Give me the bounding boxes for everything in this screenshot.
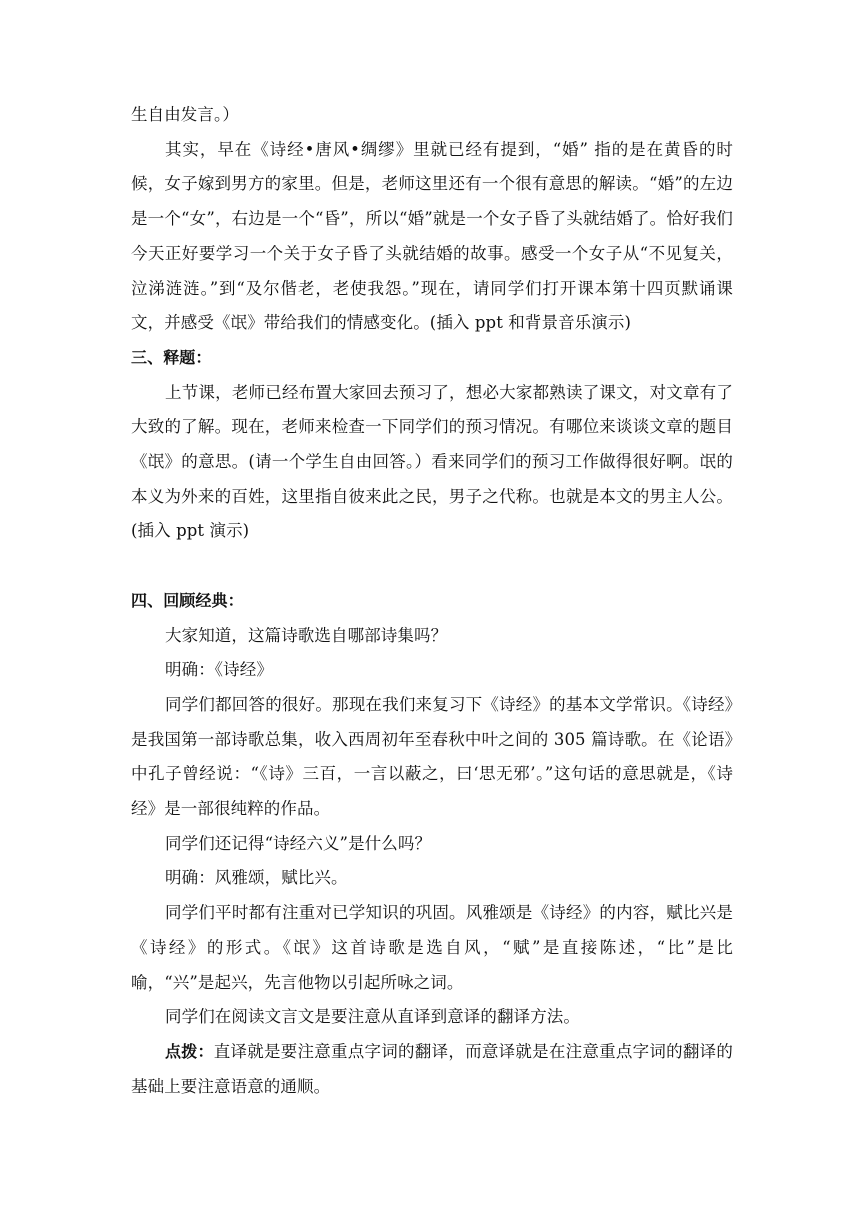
paragraph-title-explain: 上节课，老师已经布置大家回去预习了，想必大家都熟读了课文，对文章有了大致的了解。现在，老师来检查一下同学们的预习情况。有哪位来谈谈文章的题目《氓》的意思。(请一个学生自由回答。）看来同学们的预习工作做得很好啊。氓的本义为外来的百姓，这里指自彼来此之民，男子之代称。也就是本文的男主人公。(插入 ppt 演示) (131, 382, 733, 541)
answer-2: 明确：风雅颂，赋比兴。 (165, 868, 348, 888)
blank-line (131, 549, 733, 584)
paragraph-tip (131, 1035, 733, 1104)
paragraph-marriage: 其实，早在《诗经•唐风•绸缪》里就已经有提到，“婚” 指的是在黄昏的时候，女子嫁到男方的家里。但是，老师这里还有一个很有意思的解读。“婚”的左边是一个“女”，右边是一个“昏”，所以“婚”就是一个女子昏了头就结婚了。恰好我们今天正好要学习一个关于女子昏了头就结婚的故事。感受一个女子从“不见复关，泣涕涟涟。”到“及尔偕老，老使我怨。”现在，请同学们打开课本第十四页默诵课文，并感受《氓》带给我们的情感变化。(插入 ppt 和背景音乐演示) (131, 139, 733, 333)
question-2: 同学们还记得“诗经六义”是什么吗？ (165, 833, 432, 853)
section-heading-4: 四、回顾经典： (131, 590, 244, 610)
tip-text: 直译就是要注意重点字词的翻译，而意译就是在注意重点字词的翻译的基础上要注意语意的通顺。 (131, 1041, 733, 1096)
paragraph-translate: 同学们在阅读文言文是要注意从直译到意译的翻译方法。 (165, 1007, 580, 1027)
section-heading-3: 三、释题： (131, 347, 212, 367)
paragraph-liuyi: 同学们平时都有注重对已学知识的巩固。风雅颂是《诗经》的内容，赋比兴是《诗经》的形式。《氓》这首诗歌是选自风，“赋”是直接陈述，“比”是比喻，“兴”是起兴，先言他物以引起所咏之词。 (131, 903, 733, 992)
paragraph-shijing: 同学们都回答的很好。那现在我们来复习下《诗经》的基本文学常识。《诗经》是我国第一部诗歌总集，收入西周初年至春秋中叶之间的 305 篇诗歌。在《论语》中孔子曾经说：“《诗》三百，一言以蔽之，曰‘思无邪’。”这句话的意思就是，《诗经》是一部很纯粹的作品。 (131, 694, 733, 819)
document-page (131, 98, 733, 1104)
answer-1: 明确：《诗经》 (165, 660, 273, 680)
paragraph-intro-tail: 生自由发言。） (131, 105, 239, 124)
tip-label: 点拨： (165, 1041, 214, 1061)
question-1: 大家知道，这篇诗歌选自哪部诗集吗？ (165, 625, 448, 645)
